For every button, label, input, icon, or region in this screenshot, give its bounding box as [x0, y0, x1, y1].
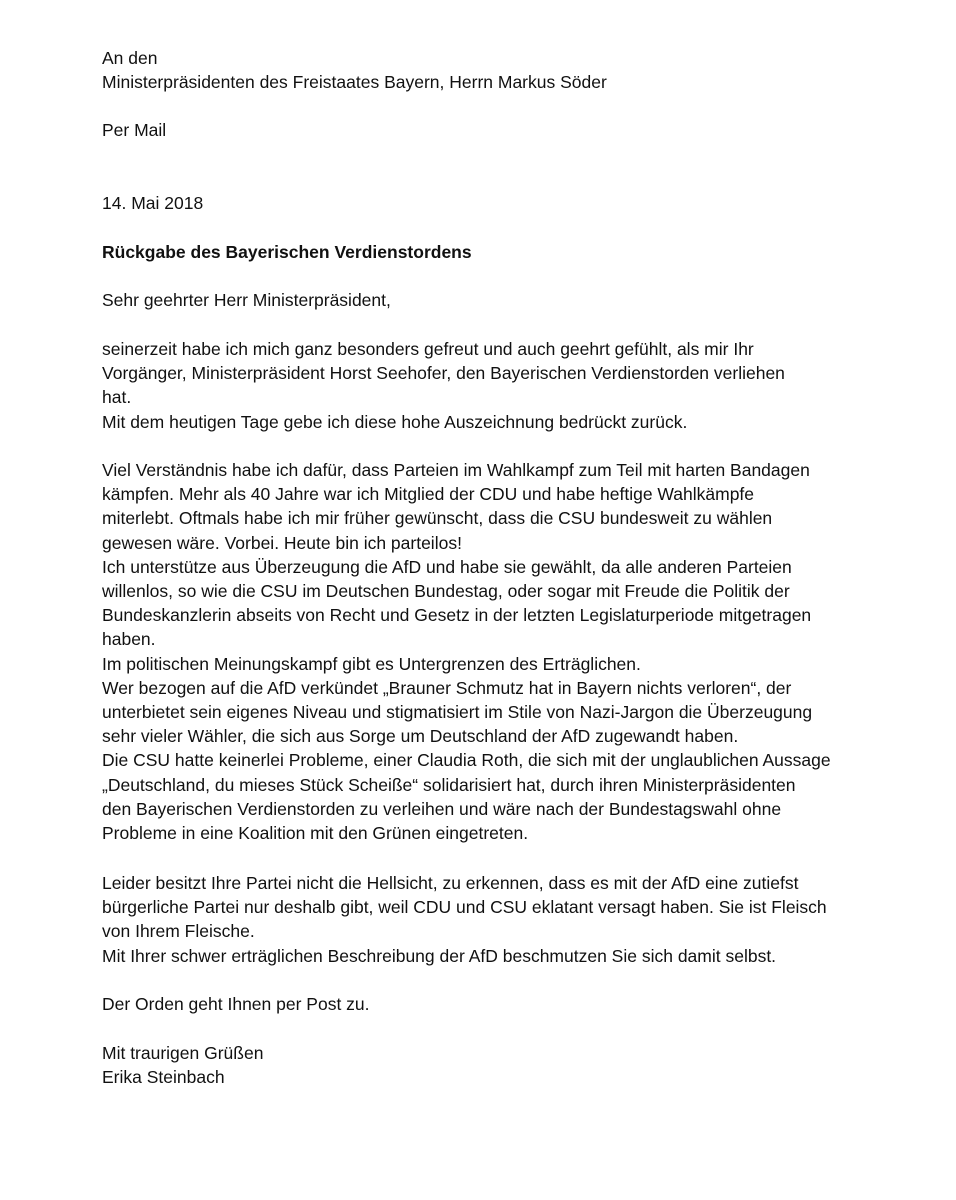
text-line: Wer bezogen auf die AfD verkündet „Brauner Schmutz hat in Bayern nichts verloren“, der: [102, 677, 792, 698]
closing-line: Der Orden geht Ihnen per Post zu.: [102, 994, 370, 1014]
text-line: Im politischen Meinungskampf gibt es Untergrenzen des Erträglichen.: [102, 653, 641, 674]
salutation: Sehr geehrter Herr Ministerpräsident,: [102, 290, 391, 310]
letter-subject: Rückgabe des Bayerischen Verdienstordens: [102, 242, 472, 262]
text-line: kämpfen. Mehr als 40 Jahre war ich Mitglied der CDU und habe heftige Wahlkämpfe: [102, 484, 755, 505]
text-line: Mit dem heutigen Tage gebe ich diese hohe Auszeichnung bedrückt zurück.: [102, 411, 688, 432]
text-line: Bundeskanzlerin abseits von Recht und Gesetz in der letzten Legislaturperiode mitgetragen: [102, 605, 812, 626]
paragraph-3: [102, 871, 827, 968]
text-line: haben.: [102, 629, 156, 650]
text-line: Viel Verständnis habe ich dafür, dass Parteien im Wahlkampf zum Teil mit harten Bandagen: [102, 460, 810, 480]
text-line: Probleme in eine Koalition mit den Grünen eingetreten.: [102, 823, 529, 844]
letter-date: 14. Mai 2018: [102, 193, 204, 213]
text-line: Mit Ihrer schwer erträglichen Beschreibung der AfD beschmutzen Sie sich damit selbst.: [102, 945, 777, 966]
delivery-method: Per Mail: [102, 120, 167, 140]
text-line: Die CSU hatte keinerlei Probleme, einer Claudia Roth, die sich mit der unglaublichen Aussage: [102, 750, 831, 771]
text-line: bürgerliche Partei nur deshalb gibt, weil CDU und CSU eklatant versagt haben. Sie ist Fleisch: [102, 897, 827, 918]
paragraph-1: [102, 337, 785, 434]
signature-name: Erika Steinbach: [102, 1067, 225, 1087]
text-line: Leider besitzt Ihre Partei nicht die Hellsicht, zu erkennen, dass es mit der AfD eine zutiefst: [102, 873, 799, 893]
text-line: unterbietet sein eigenes Niveau und stigmatisiert im Stile von Nazi-Jargon die Überzeugung: [102, 702, 813, 723]
text-line: gewesen wäre. Vorbei. Heute bin ich parteilos!: [102, 532, 462, 553]
text-line: Ich unterstütze aus Überzeugung die AfD und habe sie gewählt, da alle anderen Parteien: [102, 556, 792, 577]
regards: Mit traurigen Grüßen: [102, 1043, 264, 1063]
text-line: Vorgänger, Ministerpräsident Horst Seehofer, den Bayerischen Verdienstorden verliehen: [102, 363, 785, 384]
paragraph-2: [102, 458, 831, 845]
text-line: von Ihrem Fleische.: [102, 921, 255, 942]
text-line: willenlos, so wie die CSU im Deutschen Bundestag, oder sogar mit Freude die Politik der: [102, 581, 790, 602]
address-line-2: Ministerpräsidenten des Freistaates Bayern, Herrn Markus Söder: [102, 72, 607, 92]
text-line: miterlebt. Oftmals habe ich mir früher gewünscht, dass die CSU bundesweit zu wählen: [102, 508, 773, 529]
text-line: seinerzeit habe ich mich ganz besonders gefreut und auch geehrt gefühlt, als mir Ihr: [102, 339, 754, 359]
text-line: „Deutschland, du mieses Stück Scheiße“ solidarisiert hat, durch ihren Ministerpräsidenten: [102, 774, 796, 795]
text-line: den Bayerischen Verdienstorden zu verleihen und wäre nach der Bundestagswahl ohne: [102, 798, 782, 819]
text-line: sehr vieler Wähler, die sich aus Sorge um Deutschland der AfD zugewandt haben.: [102, 726, 739, 747]
address-line-1: An den: [102, 48, 158, 68]
text-line: hat.: [102, 387, 132, 408]
